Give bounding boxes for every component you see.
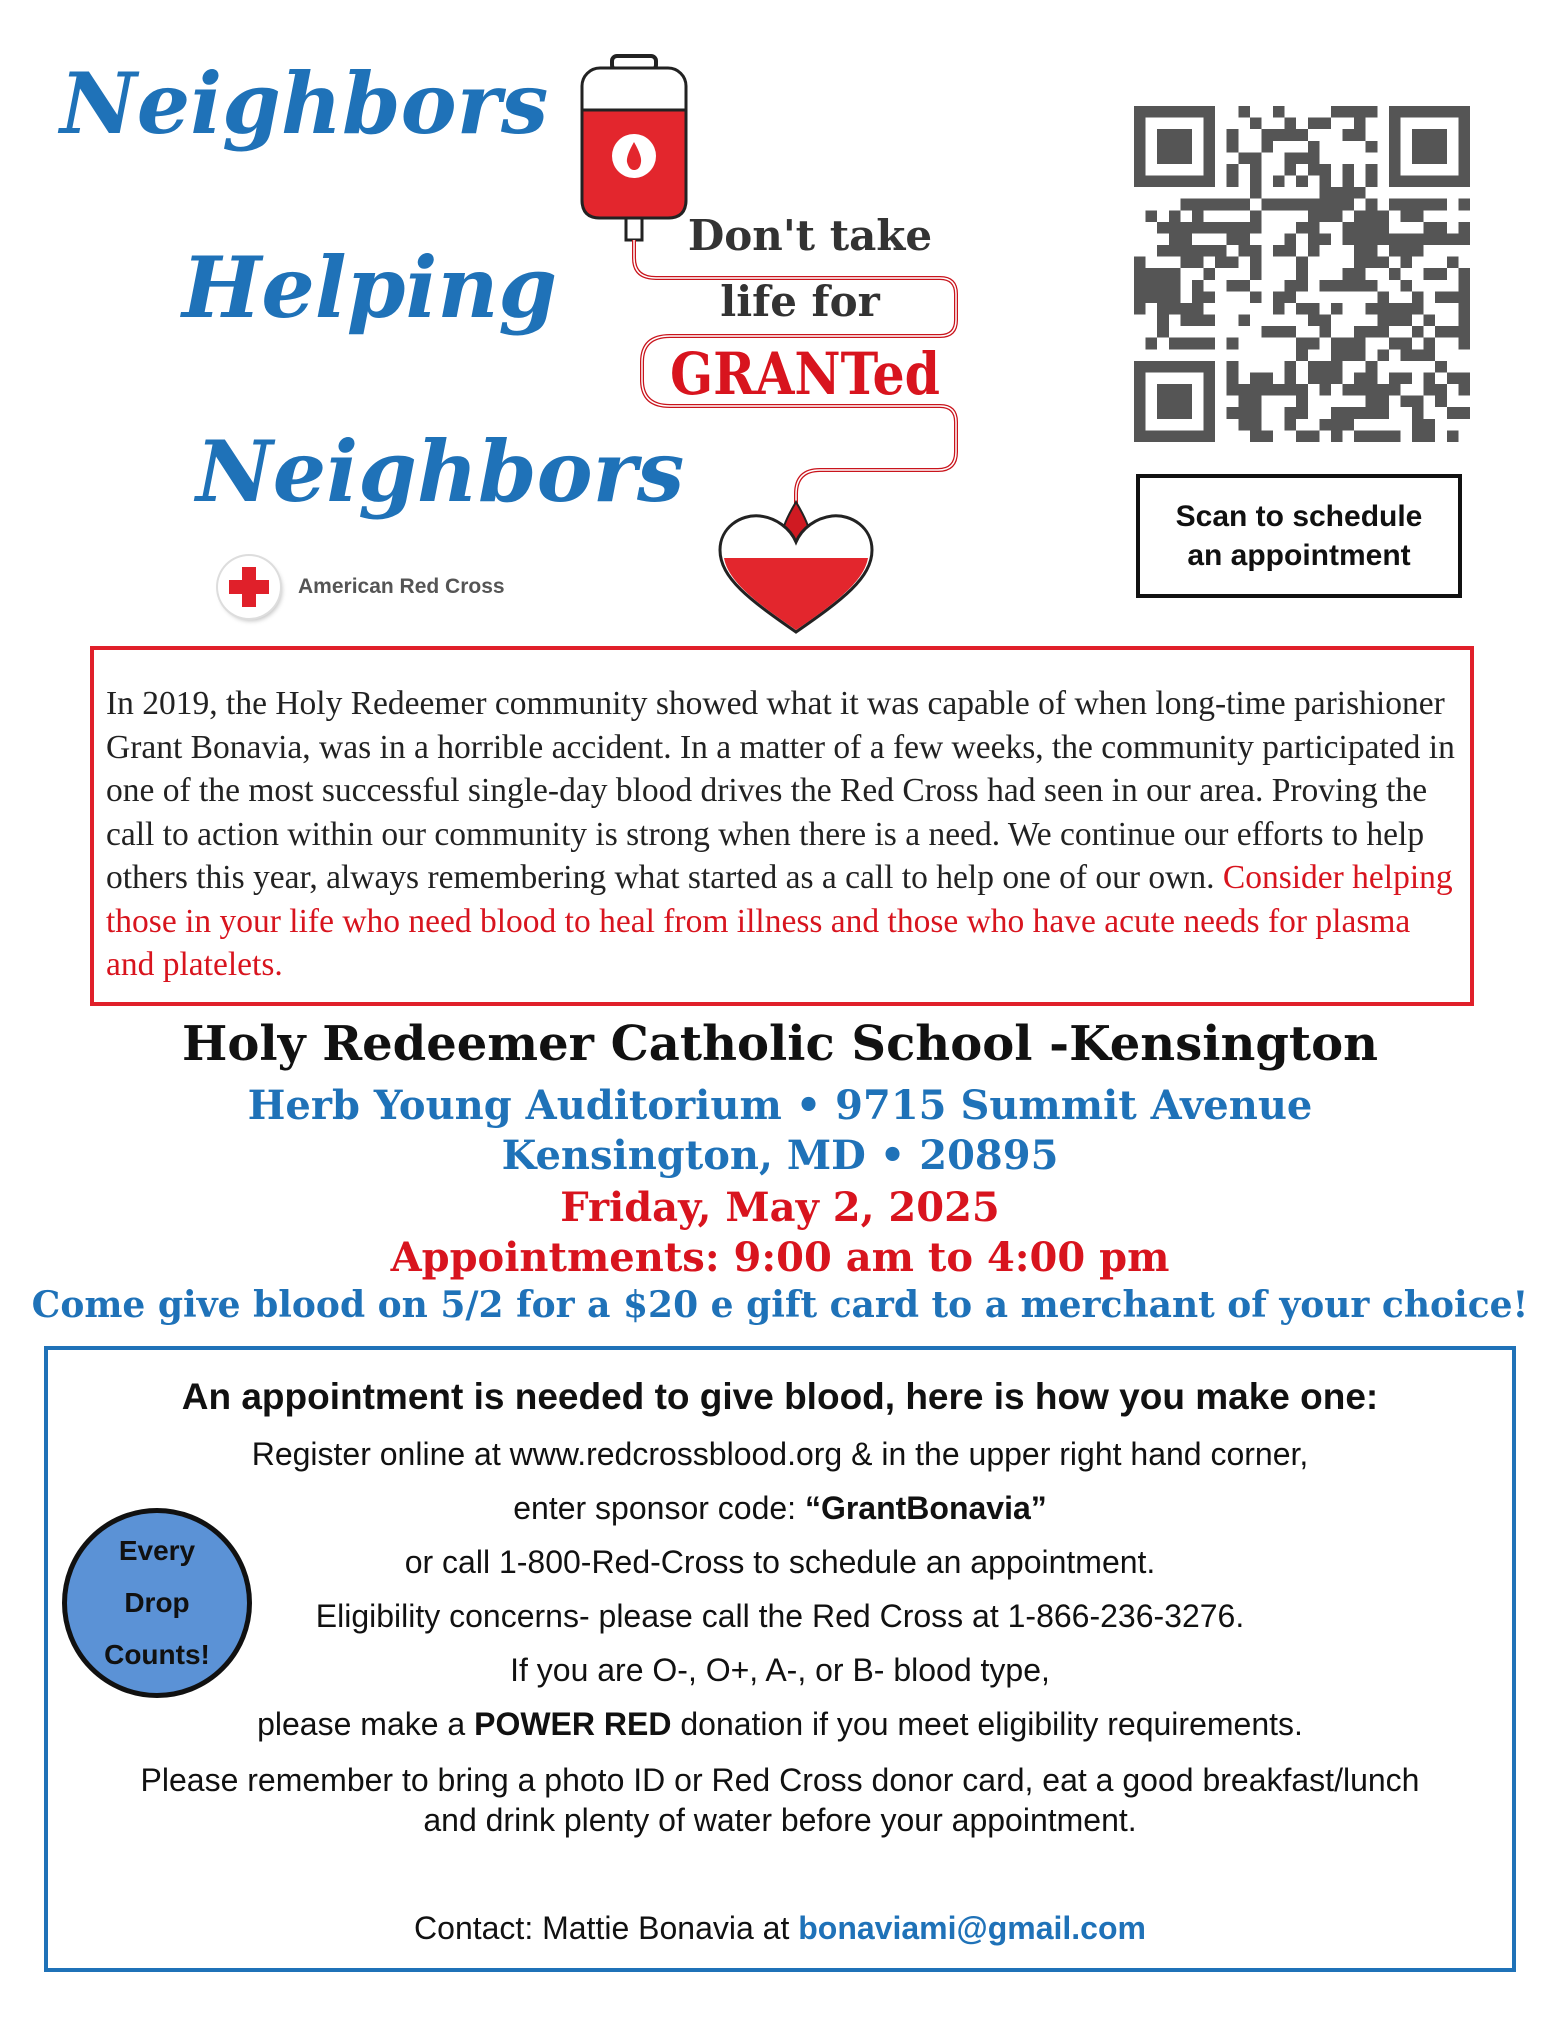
blood-bag-graphic	[560, 50, 1060, 650]
gift-card-offer: Come give blood on 5/2 for a $20 e gift card to a merchant of your choice!	[31, 1284, 1529, 1326]
power-red-suffix: donation if you meet eligibility requirements.	[671, 1706, 1303, 1742]
story-highlight: Consider helping those in your life who need blood to heal from illness and those who have acute needs for plasma and platelets.	[106, 859, 1453, 983]
sponsor-code-prefix: enter sponsor code:	[513, 1490, 805, 1526]
graphic-line-3: GRANTed	[670, 340, 940, 408]
school-name: Holy Redeemer Catholic School -Kensington	[182, 1016, 1378, 1072]
eligibility-line: Eligibility concerns- please call the Red Cross at 1-866-236-3276.	[315, 1598, 1245, 1634]
graphic-line-1: Don't take	[687, 211, 933, 260]
badge-line-2: Drop	[124, 1587, 190, 1618]
badge-line-3: Counts!	[104, 1639, 210, 1670]
power-red-prefix: please make a	[257, 1706, 475, 1742]
appointment-hours: Appointments: 9:00 am to 4:00 pm	[390, 1234, 1170, 1281]
power-red-label: POWER RED	[474, 1706, 672, 1742]
address-line-1: Herb Young Auditorium • 9715 Summit Avenue	[247, 1082, 1313, 1129]
qr-code[interactable]	[1134, 106, 1470, 442]
call-line: or call 1-800-Red-Cross to schedule an appointment.	[404, 1544, 1156, 1580]
every-drop-counts-badge	[62, 1508, 252, 1698]
qr-caption-box	[1136, 474, 1462, 598]
qr-caption-line-1: Scan to schedule	[1175, 500, 1423, 533]
headline-word-neighbors-1: Neighbors	[60, 54, 549, 153]
instructions-heading: An appointment is needed to give blood, here is how you make one:	[181, 1376, 1379, 1417]
address-line-2: Kensington, MD • 20895	[501, 1132, 1059, 1179]
contact-email-link[interactable]: bonaviami@gmail.com	[798, 1910, 1146, 1946]
headline-word-helping: Helping	[182, 238, 558, 337]
blood-type-line: If you are O-, O+, A-, or B- blood type,	[510, 1652, 1050, 1688]
reminder-line-1: Please remember to bring a photo ID or Red Cross donor card, eat a good breakfast/lunch	[140, 1762, 1420, 1798]
badge-line-1: Every	[118, 1535, 196, 1566]
graphic-line-2: life for	[720, 277, 880, 326]
contact-prefix: Contact: Mattie Bonavia at	[414, 1910, 799, 1946]
sponsor-code: “GrantBonavia”	[804, 1490, 1047, 1526]
instructions-box	[44, 1346, 1516, 1972]
red-cross-icon	[218, 556, 280, 618]
story-box	[90, 646, 1474, 1006]
sponsor-code-line	[48, 1490, 1512, 1527]
qr-caption-line-2: an appointment	[1187, 539, 1411, 572]
power-red-line	[48, 1706, 1512, 1743]
register-online-line: Register online at www.redcrossblood.org & in the upper right hand corner,	[251, 1436, 1309, 1472]
headline-word-neighbors-2: Neighbors	[196, 422, 685, 521]
reminder-line-2: and drink plenty of water before your appointment.	[423, 1802, 1137, 1838]
event-date: Friday, May 2, 2025	[560, 1184, 1000, 1231]
contact-line	[48, 1910, 1512, 1947]
story-text: In 2019, the Holy Redeemer community showed what it was capable of when long-time parishioner Grant Bonavia, was in a horrible accident. In a matter of a few weeks, the community participated in one of the most successful single-day blood drives the Red Cross had seen in our area. Proving the call to action within our community is strong when there is a need. We continue our efforts to help others this year, always remembering what started as a call to help one of our own.	[106, 685, 1455, 896]
logo-name: American Red Cross	[298, 575, 505, 598]
american-red-cross-logo	[218, 556, 505, 618]
